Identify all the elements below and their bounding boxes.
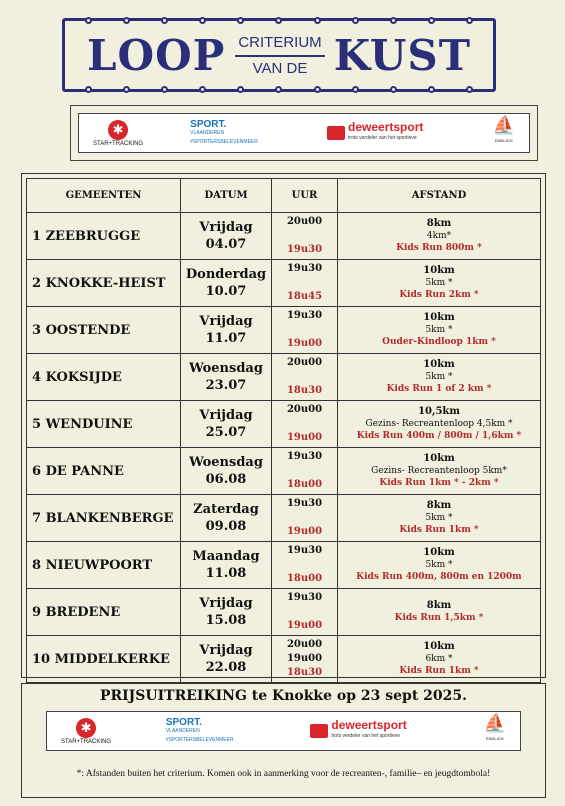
secondary-distance: Gezins- Recreantenloop 5km* [371, 466, 507, 476]
kids-time: 19u00 [286, 338, 323, 349]
uur-cell [272, 542, 338, 589]
datum-cell: Vrijdag 25.07 [181, 401, 272, 448]
secondary-distance: 5km * [425, 372, 453, 382]
secondary-distance: 5km * [425, 278, 453, 288]
start-time: 19u30 [286, 498, 323, 509]
gemeente-cell: 10 MIDDELKERKE [27, 636, 181, 683]
table-row [27, 495, 541, 542]
gemeente-cell: 7 BLANKENBERGE [27, 495, 181, 542]
title-criterium: CRITERIUM [238, 34, 322, 51]
datum-cell: Vrijdag 11.07 [181, 307, 272, 354]
deweertsport-logo: deweertsport trots verdeler van het sportieve [310, 720, 406, 742]
kids-distance: Kids Run 2km * [399, 290, 479, 300]
datum-cell: Vrijdag 22.08 [181, 636, 272, 683]
schedule-table-frame [21, 173, 546, 678]
gemeente-cell: 5 WENDUINE [27, 401, 181, 448]
uur-cell [272, 213, 338, 260]
secondary-distance: 5km * [425, 560, 453, 570]
afstand-cell [338, 260, 541, 307]
table-row [27, 307, 541, 354]
afstand-cell [338, 401, 541, 448]
main-distance: 10km [423, 547, 455, 558]
datum-cell: Maandag 11.08 [181, 542, 272, 589]
sport-vlaanderen-logo: SPORT. VLAANDEREN #SPORTERSBELEVENMEER [190, 118, 258, 145]
star-tracking-logo: ✱ STAR+TRACKING [93, 121, 144, 147]
main-distance: 10,5km [418, 406, 460, 417]
datum-cell: Donderdag 10.07 [181, 260, 272, 307]
gemeente-cell: 9 BREDENE [27, 589, 181, 636]
banner-dots-bottom [65, 86, 493, 93]
header-afstand: AFSTAND [338, 179, 541, 213]
table-row [27, 401, 541, 448]
start-time: 19u30 [286, 263, 323, 274]
uur-cell [272, 307, 338, 354]
main-distance: 10km [423, 265, 455, 276]
header-datum: DATUM [181, 179, 272, 213]
header-gemeenten: GEMEENTEN [27, 179, 181, 213]
table-row [27, 542, 541, 589]
kids-distance: Kids Run 400m, 800m en 1200m [356, 572, 522, 582]
main-distance: 8km [426, 218, 452, 229]
afstand-cell [338, 448, 541, 495]
kids-distance: Kids Run 1km * [399, 525, 479, 535]
secondary-distance: Gezins- Recreantenloop 4,5km * [365, 419, 513, 429]
start-time: 19u30 [286, 592, 323, 603]
footnote: *: Afstanden buiten het criterium. Komen ook in aanmerking voor de recreanten-, familie– en jeugdtombola! [76, 769, 491, 779]
afstand-cell [338, 213, 541, 260]
kids-time: 19u00 [286, 620, 323, 631]
datum-cell: Zaterdag 09.08 [181, 495, 272, 542]
header-uur: UUR [272, 179, 338, 213]
start-time: 19u30 [286, 545, 323, 556]
table-row [27, 636, 541, 683]
afstand-cell [338, 307, 541, 354]
table-header-row [27, 179, 541, 213]
start-time: 19u30 [286, 310, 323, 321]
table-row [27, 260, 541, 307]
gemeente-cell: 3 OOSTENDE [27, 307, 181, 354]
main-distance: 10km [423, 312, 455, 323]
table-row [27, 589, 541, 636]
uur-cell [272, 354, 338, 401]
second-time: 19u00 [286, 653, 323, 664]
schedule-table [26, 178, 541, 683]
secondary-distance: 5km * [425, 513, 453, 523]
uur-cell [272, 260, 338, 307]
afstand-cell [338, 589, 541, 636]
star-tracking-logo: ✱ STAR+TRACKING [61, 719, 112, 745]
endlich-logo: ⛵ ENDLICH [492, 115, 515, 143]
start-time: 20u00 [286, 639, 323, 650]
title-kust: KUST [333, 31, 471, 80]
kids-time: 18u30 [286, 667, 323, 678]
main-distance: 10km [423, 359, 455, 370]
kids-time: 18u00 [286, 573, 323, 584]
prize-announcement: PRIJSUITREIKING te Knokke op 23 sept 2025. [99, 688, 468, 704]
secondary-distance: 5km * [425, 325, 453, 335]
gemeente-cell: 6 DE PANNE [27, 448, 181, 495]
title-van-de: VAN DE [252, 60, 308, 77]
kids-distance: Kids Run 1 of 2 km * [386, 384, 492, 394]
table-row [27, 354, 541, 401]
kids-time: 19u30 [286, 244, 323, 255]
uur-cell [272, 495, 338, 542]
kids-distance: Kids Run 1km * [399, 666, 479, 676]
kids-time: 19u00 [286, 526, 323, 537]
kids-distance: Kids Run 1,5km * [394, 613, 484, 623]
deweertsport-logo: deweertsport trots verdeler van het sportieve [327, 122, 423, 144]
title-center [225, 33, 335, 79]
datum-cell: Vrijdag 04.07 [181, 213, 272, 260]
start-time: 19u30 [286, 451, 323, 462]
datum-cell: Woensdag 23.07 [181, 354, 272, 401]
secondary-distance: 6km * [425, 654, 453, 664]
banner-dots-top [65, 17, 493, 24]
kids-time: 18u00 [286, 479, 323, 490]
sponsor-bar-bottom [46, 711, 521, 751]
datum-cell: Woensdag 06.08 [181, 448, 272, 495]
table-row [27, 448, 541, 495]
endlich-logo: ⛵ ENDLICH [483, 713, 506, 741]
gemeente-cell: 8 NIEUWPOORT [27, 542, 181, 589]
secondary-distance: 4km* [426, 231, 452, 241]
afstand-cell [338, 636, 541, 683]
title-loop: LOOP [87, 31, 226, 80]
sponsor-bar-top [78, 113, 530, 153]
main-distance: 8km [426, 500, 452, 511]
main-distance: 8km [426, 600, 452, 611]
afstand-cell [338, 542, 541, 589]
title-banner [62, 18, 496, 92]
gemeente-cell: 1 ZEEBRUGGE [27, 213, 181, 260]
kids-distance: Ouder-Kindloop 1km * [382, 337, 496, 347]
start-time: 20u00 [286, 216, 323, 227]
uur-cell [272, 589, 338, 636]
gemeente-cell: 2 KNOKKE-HEIST [27, 260, 181, 307]
kids-time: 18u30 [286, 385, 323, 396]
table-row [27, 213, 541, 260]
afstand-cell [338, 354, 541, 401]
start-time: 20u00 [286, 357, 323, 368]
gemeente-cell: 4 KOKSIJDE [27, 354, 181, 401]
uur-cell [272, 448, 338, 495]
sport-vlaanderen-logo: SPORT. VLAANDEREN #SPORTERSBELEVENMEER [165, 716, 234, 743]
kids-time: 18u45 [286, 291, 323, 302]
uur-cell [272, 401, 338, 448]
datum-cell: Vrijdag 15.08 [181, 589, 272, 636]
kids-time: 19u00 [286, 432, 323, 443]
main-distance: 10km [423, 641, 455, 652]
start-time: 20u00 [286, 404, 323, 415]
kids-distance: Kids Run 1km * - 2km * [379, 478, 499, 488]
main-distance: 10km [423, 453, 455, 464]
kids-distance: Kids Run 400m / 800m / 1,6km * [356, 431, 522, 441]
afstand-cell [338, 495, 541, 542]
kids-distance: Kids Run 800m * [396, 243, 482, 253]
bottom-box [21, 683, 546, 798]
uur-cell [272, 636, 338, 683]
